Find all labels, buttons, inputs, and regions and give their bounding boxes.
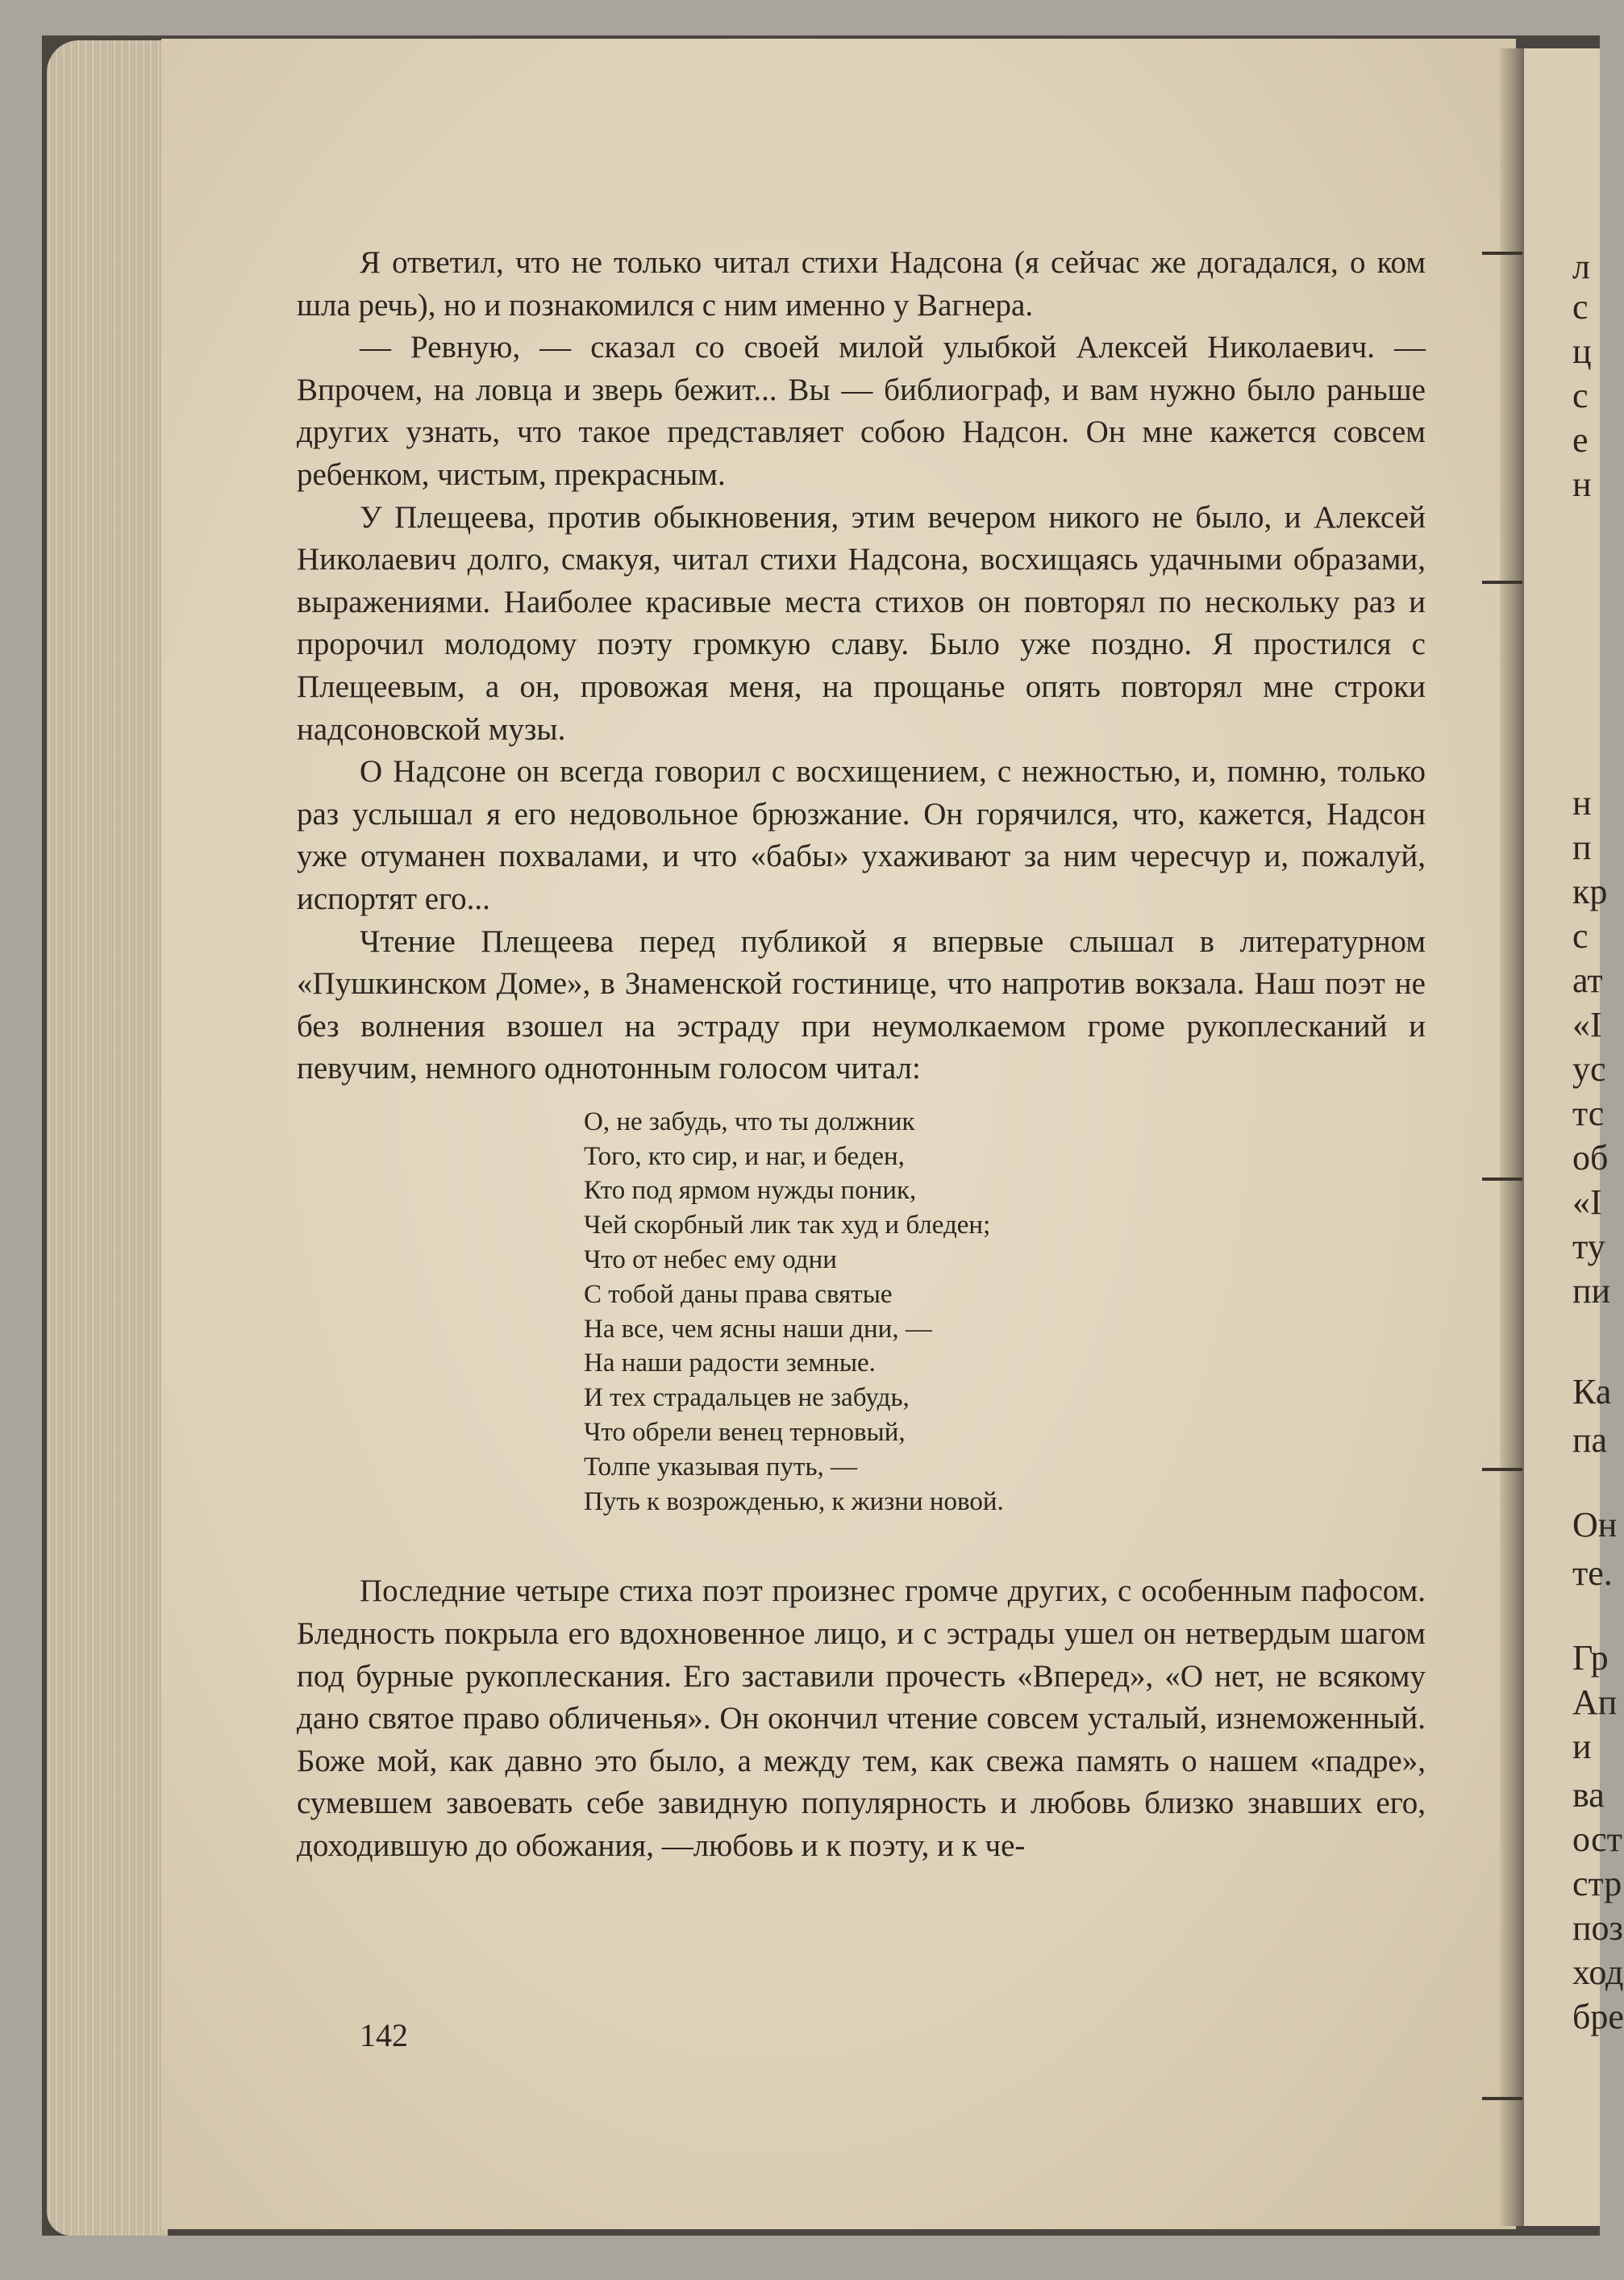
next-page-text: стр — [1572, 1864, 1622, 1903]
paragraph: Чтение Плещеева перед публикой я впервые слышал в литературном «Пушкинском Доме», в Знаменской гостинице, что напротив вокзала. Наш поэт не без волнения взошел на эстраду при неумолкаемом громе рукоплесканий и певучим, немного однотонным голосом читал: — [297, 923, 1426, 1086]
paragraph: — Ревную, — сказал со своей милой улыбкой Алексей Николаевич. — Впрочем, на ловца и зверь бежит... Вы — библиограф, и вам нужно было раньше других узнать, что такое представляет собою Надсон. Он мне кажется совсем ребенком, чистым, прекрасным. — [297, 330, 1426, 492]
next-page-text: те. — [1572, 1553, 1613, 1593]
poem-line: Что обрели венец терновый, — [584, 1418, 906, 1448]
next-page-text: Гр — [1572, 1638, 1609, 1678]
poem-line: Путь к возрожденью, к жизни новой. — [584, 1486, 1004, 1516]
paragraph: О Надсоне он всегда говорил с восхищением, с нежностью, и, помню, только раз услышал я его недовольное брюзжание. Он горячился, что, кажется, Надсон уже отуманен похвалами, и что «бабы» ухаживают за ним чересчур и, пожалуй, испортят его... — [297, 754, 1426, 916]
poem-line: На все, чем ясны наши дни, — — [584, 1314, 932, 1344]
next-page-text: кр — [1572, 872, 1608, 911]
next-page-text: Он — [1572, 1505, 1618, 1544]
next-page-text: тс — [1572, 1094, 1605, 1133]
next-page-text: с — [1572, 376, 1589, 415]
next-page-text: об — [1572, 1138, 1609, 1178]
next-page-text: Ап — [1572, 1682, 1618, 1722]
next-page-text: н — [1572, 783, 1592, 823]
next-page-text: н — [1572, 465, 1592, 504]
page-stack-edge — [47, 40, 168, 2236]
next-page-text: е — [1572, 420, 1589, 460]
page-body — [297, 242, 1426, 1868]
next-page-text: «І — [1572, 1182, 1602, 1222]
next-page-text: «І — [1572, 1005, 1602, 1044]
next-page-text: с — [1572, 287, 1589, 327]
binding-thread-mark — [1482, 581, 1522, 584]
next-page-text: ус — [1572, 1049, 1606, 1089]
next-page-text: п — [1572, 827, 1592, 867]
poem-line: Кто под ярмом нужды поник, — [584, 1176, 917, 1206]
next-page-text: ход — [1572, 1953, 1624, 1992]
next-page-text: ост — [1572, 1819, 1622, 1859]
page-number: 142 — [360, 2017, 408, 2053]
poem-line: С тобой даны права святые — [584, 1279, 893, 1309]
next-page-text: па — [1572, 1420, 1608, 1460]
paragraph: Последние четыре стиха поэт произнес громче других, с особенным пафосом. Бледность покрыла его вдохновенное лицо, и с эстрады ушел он нетвердым шагом под бурные рукоплескания. Его заставили прочесть «Вперед», «О нет, не всякому дано святое право обличенья». Он окончил чтение совсем усталый, изнеможенный. Боже мой, как давно это было, а между тем, как свежа память о нашем «падре», сумевшем завоевать себе завидную популярность и любовь близко знавших его, доходившую до обожания, —любовь и к поэту, и к че- — [297, 1573, 1426, 1863]
binding-thread-mark — [1482, 252, 1522, 255]
binding-thread-mark — [1482, 1468, 1522, 1471]
poem-block — [584, 1105, 1426, 1519]
next-page-text: Ка — [1572, 1372, 1612, 1411]
next-page-text: с — [1572, 916, 1589, 956]
poem-line: Того, кто сир, и наг, и беден, — [584, 1141, 905, 1171]
next-page-text: бре — [1572, 1997, 1624, 2036]
paragraph: Я ответил, что не только читал стихи Надсона (я сейчас же догадался, о ком шла речь), но и познакомился с ним именно у Вагнера. — [297, 245, 1426, 323]
next-page-fragment — [1524, 48, 1624, 2226]
poem-line: На наши радости земные. — [584, 1348, 876, 1378]
next-page-text: ва — [1572, 1775, 1605, 1815]
next-page-text: пи — [1572, 1271, 1611, 1311]
next-page-text: и — [1572, 1727, 1592, 1766]
next-page-text: ат — [1572, 961, 1603, 1000]
poem-line: Толпе указывая путь, — — [584, 1452, 858, 1482]
poem-line: Что от небес ему одни — [584, 1245, 837, 1275]
next-page-text: ту — [1572, 1227, 1605, 1266]
binding-thread-mark — [1482, 1178, 1522, 1181]
next-page-text: ц — [1572, 331, 1592, 371]
poem-line: О, не забудь, что ты должник — [584, 1107, 915, 1136]
next-page-text: поз — [1572, 1908, 1623, 1948]
poem-line: Чей скорбный лик так худ и бледен; — [584, 1211, 991, 1240]
binding-thread-mark — [1482, 2097, 1522, 2100]
poem-line: И тех страдальцев не забудь, — [584, 1383, 910, 1413]
next-page-text: л — [1572, 247, 1590, 286]
paragraph: У Плещеева, против обыкновения, этим вечером никого не было, и Алексей Николаевич долго, смакуя, читал стихи Надсона, восхищаясь удачными образами, выражениями. Наиболее красивые места стихов он повторял по нескольку раз и пророчил молодому поэту громкую славу. Было уже поздно. Я простился с Плещеевым, а он, провожая меня, на прощанье опять повторял мне строки надсоновской музы. — [297, 499, 1426, 747]
